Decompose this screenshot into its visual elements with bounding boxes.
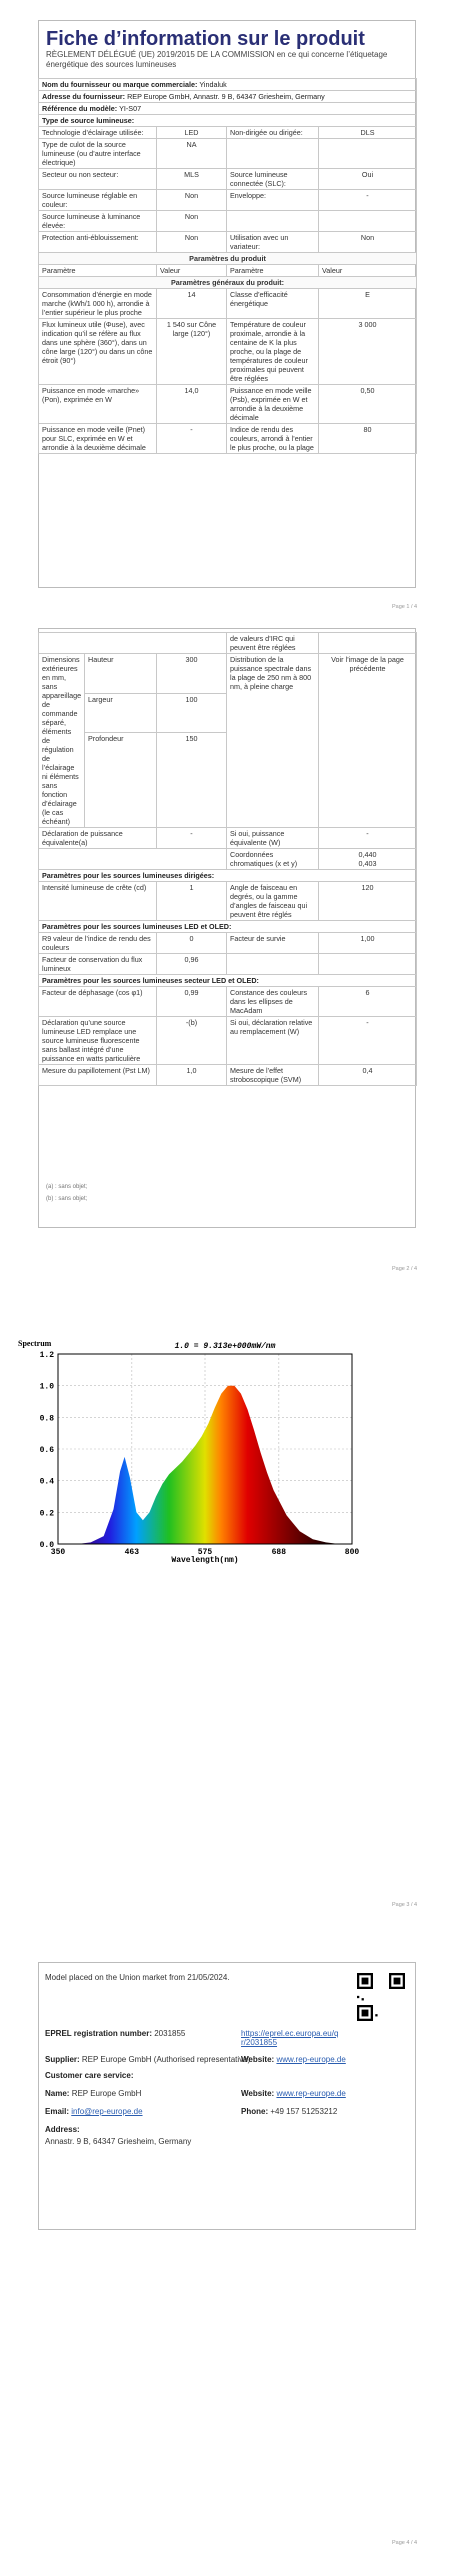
y-tick-label: 0.4 xyxy=(39,1477,54,1487)
table-row: de valeurs d’IRC qui peuvent être réglées xyxy=(39,633,417,654)
section-product-params: Paramètres du produit xyxy=(39,253,417,265)
type-label-row: Type de source lumineuse: xyxy=(39,115,417,127)
y-axis-label: Spectrum xyxy=(18,1339,52,1348)
eprel-box xyxy=(38,1962,416,2230)
eprel-link[interactable]: https://eprel.ec.europa.eu/qr/2031855 xyxy=(241,2029,339,2047)
table-row: Puissance en mode «marche» (Pon), exprimée en W 14,0 Puissance en mode veille (Psb), exprimée en W et arrondie à la deuxième décimale 0,50 xyxy=(39,385,417,424)
supplier-name-row: Nom du fournisseur ou marque commerciale: Yindaluk xyxy=(39,79,417,91)
type-rows xyxy=(39,127,417,253)
table-row: Source lumineuse à luminance élevée: Non xyxy=(39,211,417,232)
product-params-table-cont xyxy=(38,632,417,1086)
page-number-2: Page 2 / 4 xyxy=(392,1266,418,1272)
table-row: Source lumineuse réglable en couleur: Non Enveloppe: - xyxy=(39,190,417,211)
x-tick-label: 350 xyxy=(50,1548,66,1557)
x-tick-label: 463 xyxy=(124,1548,140,1557)
x-tick-label: 800 xyxy=(344,1548,360,1557)
section-general: Paramètres généraux du produit: xyxy=(39,277,417,289)
table-row: Largeur 100 xyxy=(39,693,417,733)
qr-code-icon[interactable] xyxy=(357,1973,405,2021)
model-row: Référence du modèle: YI-S07 xyxy=(39,103,417,115)
page-subtitle: RÈGLEMENT DÉLÉGUÉ (UE) 2019/2015 DE LA COMMISSION en ce qui concerne l’étiquetage énergétique des sources lumineuses xyxy=(46,50,388,69)
supplier-row: Supplier: REP Europe GmbH (Authorised representative) xyxy=(45,2055,251,2064)
table-row: Flux lumineux utile (Φuse), avec indication qu’il se réfère au flux dans une sphère (360°), dans un cône large (120°) ou dans un cône étroit (90°) 1 540 sur Cône large (120°) Température de couleur proximale, arrondie à la centaine de K la plus proche, ou la plage de températures de couleur proximales qui peuvent être réglées 3 000 xyxy=(39,319,417,385)
y-tick-label: 0.8 xyxy=(39,1414,54,1424)
table-row: Mesure du papillotement (Pst LM) 1,0 Mesure de l’effet stroboscopique (SVM) 0,4 xyxy=(39,1065,417,1086)
page-number-4: Page 4 / 4 xyxy=(392,2540,418,2546)
address-label: Address: xyxy=(45,2125,80,2134)
table-row: Puissance en mode veille (Pnet) pour SLC, exprimée en W et arrondie à la deuxième décimale - Indice de rendu des couleurs, arrondi à l’entier le plus proche, ou la plage 80 xyxy=(39,424,417,454)
table-row: Protection anti-éblouissement: Non Utilisation avec un variateur: Non xyxy=(39,232,417,253)
y-tick-label: 1.0 xyxy=(39,1382,54,1392)
table-row: Type de culot de la source lumineuse (ou d’autre interface électrique) NA xyxy=(39,139,417,169)
x-axis-label: Wavelength(nm) xyxy=(171,1556,239,1565)
email-link[interactable]: info@rep-europe.de xyxy=(71,2107,143,2116)
table-row: Déclaration qu’une source lumineuse LED remplace une source lumineuse fluorescente sans ballast intégré d’une puissance en watts particulière -(b) Si oui, déclaration relative au remplacement (W) - xyxy=(39,1017,417,1065)
footnote-b: (b) : sans objet; xyxy=(46,1196,88,1202)
section-directed: Paramètres pour les sources lumineuses dirigées: xyxy=(39,870,417,882)
table-row: Intensité lumineuse de crête (cd) 1 Angle de faisceau en degrés, ou la gamme d’angles de faisceau qui peuvent être réglés 120 xyxy=(39,882,417,921)
table-row: Facteur de conservation du flux lumineux 0,96 xyxy=(39,954,417,975)
care-website-link[interactable]: www.rep-europe.de xyxy=(276,2089,346,2098)
supplier-address-row: Adresse du fournisseur: REP Europe GmbH, Annastr. 9 B, 64347 Griesheim, Germany xyxy=(39,91,417,103)
column-header-row: Paramètre Valeur Paramètre Valeur xyxy=(39,265,417,277)
email-row: Email: info@rep-europe.de xyxy=(45,2107,143,2116)
page-number-1: Page 1 / 4 xyxy=(392,604,418,610)
eprel-reg: EPREL registration number: 2031855 xyxy=(45,2029,186,2038)
table-row: Technologie d’éclairage utilisée: LED Non-dirigée ou dirigée: DLS xyxy=(39,127,417,139)
y-tick-label: 0.6 xyxy=(39,1446,54,1455)
care-website-row: Website: www.rep-europe.de xyxy=(241,2089,346,2098)
phone-row: Phone: +49 157 51253212 xyxy=(241,2107,338,2116)
y-tick-label: 0.2 xyxy=(39,1509,54,1519)
page-title: Fiche d’information sur le produit xyxy=(46,28,365,50)
spectrum-area xyxy=(78,1386,339,1544)
website-row: Website: www.rep-europe.de xyxy=(241,2055,346,2064)
table-row: Profondeur 150 xyxy=(39,733,417,828)
customer-care-label: Customer care service: xyxy=(45,2071,134,2080)
table-row: Coordonnées chromatiques (x et y) 0,440 0,403 xyxy=(39,849,417,870)
product-info-table xyxy=(38,78,417,454)
page-number-3: Page 3 / 4 xyxy=(392,1902,418,1908)
care-name-row: Name: REP Europe GmbH xyxy=(45,2089,142,2098)
website-link[interactable]: www.rep-europe.de xyxy=(276,2055,346,2064)
market-date: Model placed on the Union market from 21/05/2024. xyxy=(45,1973,230,1982)
x-tick-label: 575 xyxy=(197,1548,213,1557)
x-tick-label: 688 xyxy=(271,1548,287,1557)
y-tick-label: 1.2 xyxy=(39,1351,54,1360)
table-row: Dimensions extérieures en mm, sans appareillage de commande séparé, éléments de régulation de l’éclairage ni éléments sans fonction d’éclairage (le cas échéant) Hauteur 300 Distribution de la puissance spectrale dans la plage de 250 nm à 800 nm, à pleine charge Voir l’image de la page précédente xyxy=(39,654,417,694)
section-mains: Paramètres pour les sources lumineuses secteur LED et OLED: xyxy=(39,975,417,987)
spectrum-chart xyxy=(0,1318,452,1578)
y-tick-label: 0.0 xyxy=(39,1541,54,1550)
footnote-a: (a) : sans objet; xyxy=(46,1184,88,1190)
section-led-oled: Paramètres pour les sources lumineuses LED et OLED: xyxy=(39,921,417,933)
table-row: Facteur de déphasage (cos φ1) 0,99 Constance des couleurs dans les ellipses de MacAdam 6 xyxy=(39,987,417,1017)
table-row: Consommation d’énergie en mode marche (kWh/1 000 h), arrondie à l’entier supérieur le plus proche 14 Classe d’efficacité énergétique E xyxy=(39,289,417,319)
table-row: R9 valeur de l’indice de rendu des couleurs 0 Facteur de survie 1,00 xyxy=(39,933,417,954)
address-value: Annastr. 9 B, 64347 Griesheim, Germany xyxy=(45,2137,192,2146)
table-row: Secteur ou non secteur: MLS Source lumineuse connectée (SLC): Oui xyxy=(39,169,417,190)
chart-title: 1.0 = 9.313e+000mW/nm xyxy=(174,1342,276,1351)
table-row: Déclaration de puissance équivalente(a) - Si oui, puissance équivalente (W) - xyxy=(39,828,417,849)
